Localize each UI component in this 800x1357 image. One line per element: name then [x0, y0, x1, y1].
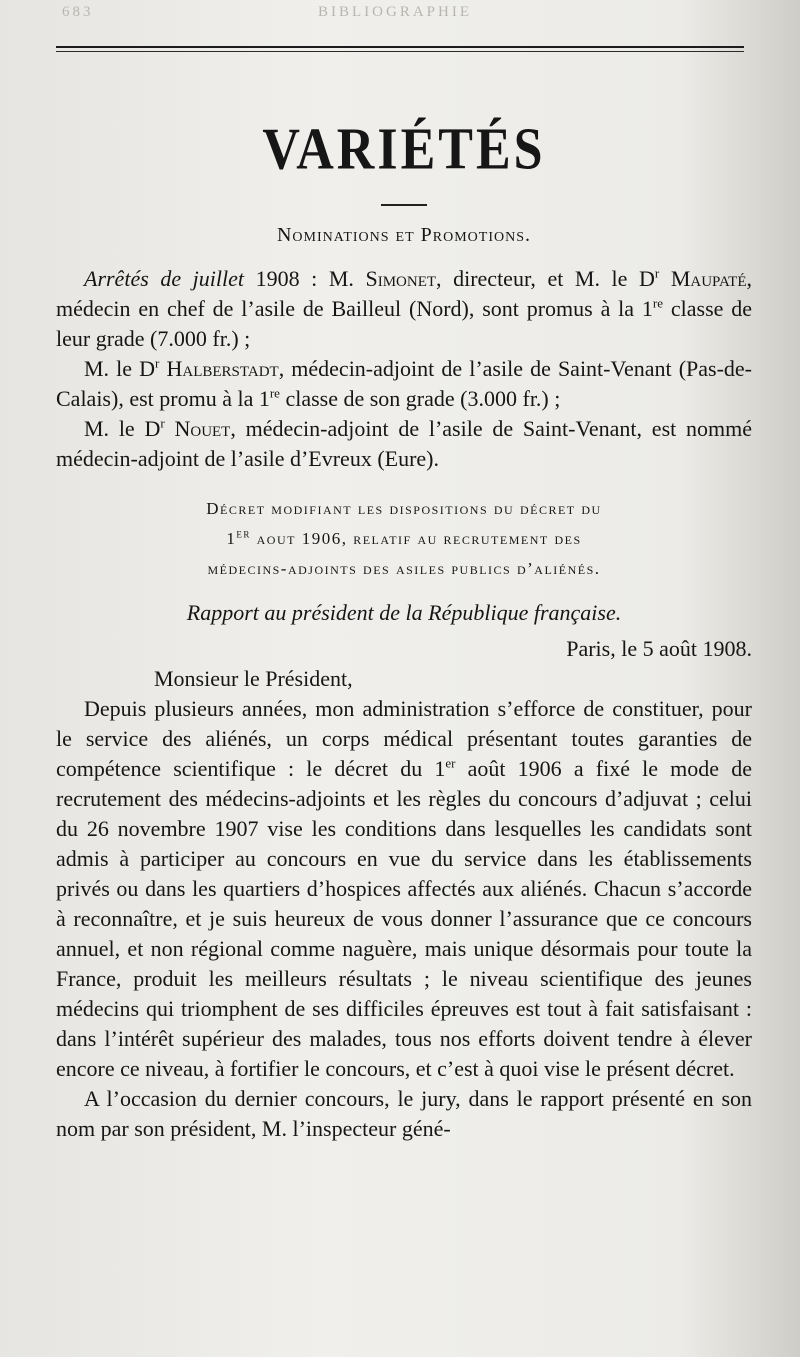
body-paragraph-2: A l’occasion du dernier concours, le jury, dans le rapport présenté en son nom par son président, M. l’inspecteur géné- — [56, 1086, 752, 1141]
person-name: Halberstadt — [166, 356, 279, 381]
decree-heading: Décret modifiant les dispositions du décret du 1er aout 1906, relatif au recrutement des médecins-adjoints des asiles publics d’aliénés. — [206, 499, 602, 578]
salutation: Monsieur le Président, — [154, 666, 353, 691]
person-name: Nouet — [174, 416, 231, 441]
nomination-paragraph-2: M. le $D^r$ Halberstadt, médecin-adjoint de l’asile de Saint-Venant (Pas-de-Calais), est promu à la 1re classe de son grade (3.000 fr.) ; — [56, 355, 752, 411]
title-divider — [381, 204, 427, 206]
dateline: Paris, le 5 août 1908. — [566, 636, 752, 661]
body-paragraph-1: Depuis plusieurs années, mon administration s’efforce de constituer, pour le service des aliénés, un corps médical présentant toutes garanties de compétence scientifique : le décret du 1er août 1906 a fixé le mode de recrutement des médecins-adjoints et les règles du concours d’adjuvat ; celui du 26 novembre 1907 vise les conditions dans lesquelles les candidats sont admis à participer au concours en vue du service dans les établissements privés ou dans les quartiers d’hospices affectés aux aliénés. Chacun s’accorde à reconnaître, et je suis heureux de vous donner l’assurance que ce concours annuel, et non régional comme naguère, mais unique désormais pour toute la France, produit les meilleurs résultats ; le niveau scientifique des jeunes médecins qui triomphent de ses difficiles épreuves est tout à fait satisfaisant : dans l’intérêt supérieur des malades, tous nos efforts doivent tendre à élever encore ce niveau, à fortifier le concours, et c’est à quoi vise le présent décret. — [56, 696, 752, 1081]
person-name: Simonet — [365, 266, 437, 291]
header-rule-thin — [56, 51, 744, 52]
nomination-paragraph-1: Arrêtés de juillet 1908 : M. Simonet, directeur, et M. le $D^r$ Maupaté, médecin en chef de l’asile de Bailleul (Nord), sont promus à la 1re classe de leur grade (7.000 fr.) ; — [56, 265, 752, 351]
decree-date: Arrêtés de juillet — [84, 266, 244, 291]
nomination-paragraph-3: M. le $D^r$ Nouet, médecin-adjoint de l’asile de Saint-Venant, est nommé médecin-adjoint de l’asile d’Evreux (Eure). — [56, 415, 752, 471]
report-title: Rapport au président de la République française. — [186, 600, 622, 625]
page-number: 683 — [62, 4, 94, 20]
page-title: VARIÉTÉS — [262, 116, 546, 183]
section-heading: Nominations et Promotions. — [276, 224, 531, 246]
running-title: BIBLIOGRAPHIE — [318, 4, 472, 20]
person-name: Maupaté — [670, 266, 747, 291]
header-rule — [56, 46, 744, 48]
article-body — [56, 116, 752, 1144]
